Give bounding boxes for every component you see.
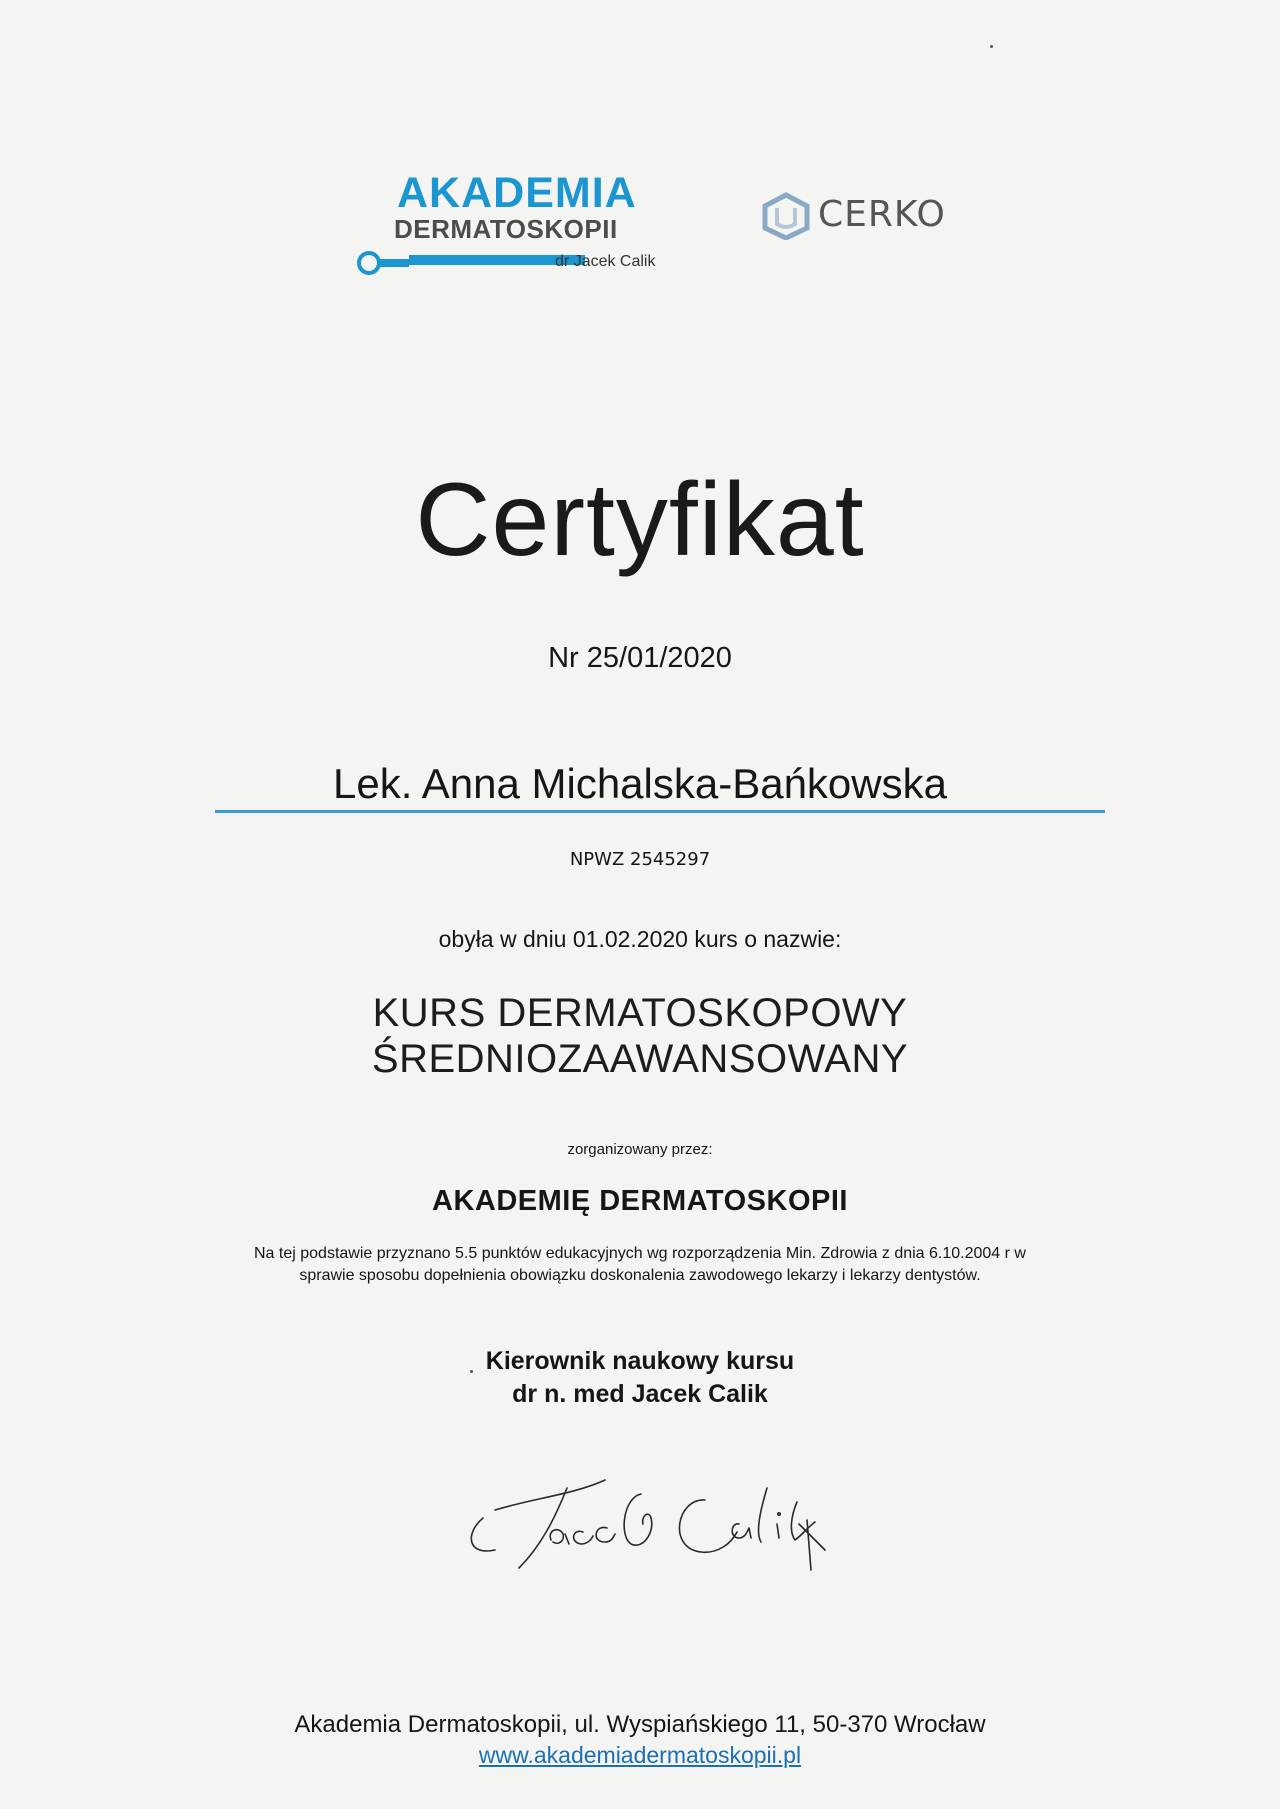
- points-line1: Na tej podstawie przyznano 5.5 punktów edukacyjnych wg rozporządzenia Min. Zdrowia z dnia 6.10.2004 r w: [254, 1245, 1026, 1262]
- logo-akademia-text: AKADEMIA: [397, 169, 637, 217]
- course-name-line2: ŚREDNIOZAAWANSOWANY: [371, 1037, 909, 1081]
- organized-by-label: zorganizowany przez:: [567, 1141, 713, 1158]
- cerko-logo: [760, 190, 960, 240]
- akademia-dermatoskopii-logo: [355, 170, 675, 280]
- scan-speck: [990, 45, 993, 48]
- cerko-text: CERKO: [818, 194, 946, 235]
- recipient-underline: [215, 810, 1105, 813]
- certificate-title: Certyfikat: [415, 462, 865, 578]
- director-role: Kierownik naukowy kursu: [485, 1347, 795, 1375]
- director-name: dr n. med Jacek Calik: [512, 1380, 768, 1408]
- certificate-number: Nr 25/01/2020: [548, 642, 732, 674]
- points-line2: sprawie sposobu dopełnienia obowiązku doskonalenia zawodowego lekarzy i lekarzy dentystów.: [299, 1267, 981, 1284]
- attendance-statement: obyła w dniu 01.02.2020 kurs o nazwie:: [438, 926, 842, 952]
- scan-speck: [470, 1370, 473, 1373]
- footer-website-link[interactable]: [0, 1741, 1280, 1769]
- npwz-number: NPWZ 2545297: [569, 849, 711, 870]
- logo-tagline: dr Jacek Calik: [555, 253, 656, 270]
- footer-address: Akademia Dermatoskopii, ul. Wyspiańskiego 11, 50-370 Wrocław: [294, 1711, 986, 1738]
- recipient-name: Lek. Anna Michalska-Bańkowska: [333, 760, 947, 807]
- organizer-name: AKADEMIĘ DERMATOSKOPII: [432, 1185, 848, 1217]
- cerko-hexagon-icon: [760, 192, 812, 240]
- dermatoscope-icon: [355, 250, 585, 276]
- education-points-statement: [0, 1243, 1280, 1287]
- scientific-director: [0, 1345, 1280, 1411]
- footer-url-text[interactable]: www.akademiadermatoskopii.pl: [478, 1742, 802, 1768]
- course-name: [0, 990, 1280, 1082]
- handwritten-signature: [455, 1458, 895, 1578]
- course-name-line1: KURS DERMATOSKOPOWY: [372, 991, 908, 1035]
- logo-dermatoskopii-text: DERMATOSKOPII: [394, 214, 618, 244]
